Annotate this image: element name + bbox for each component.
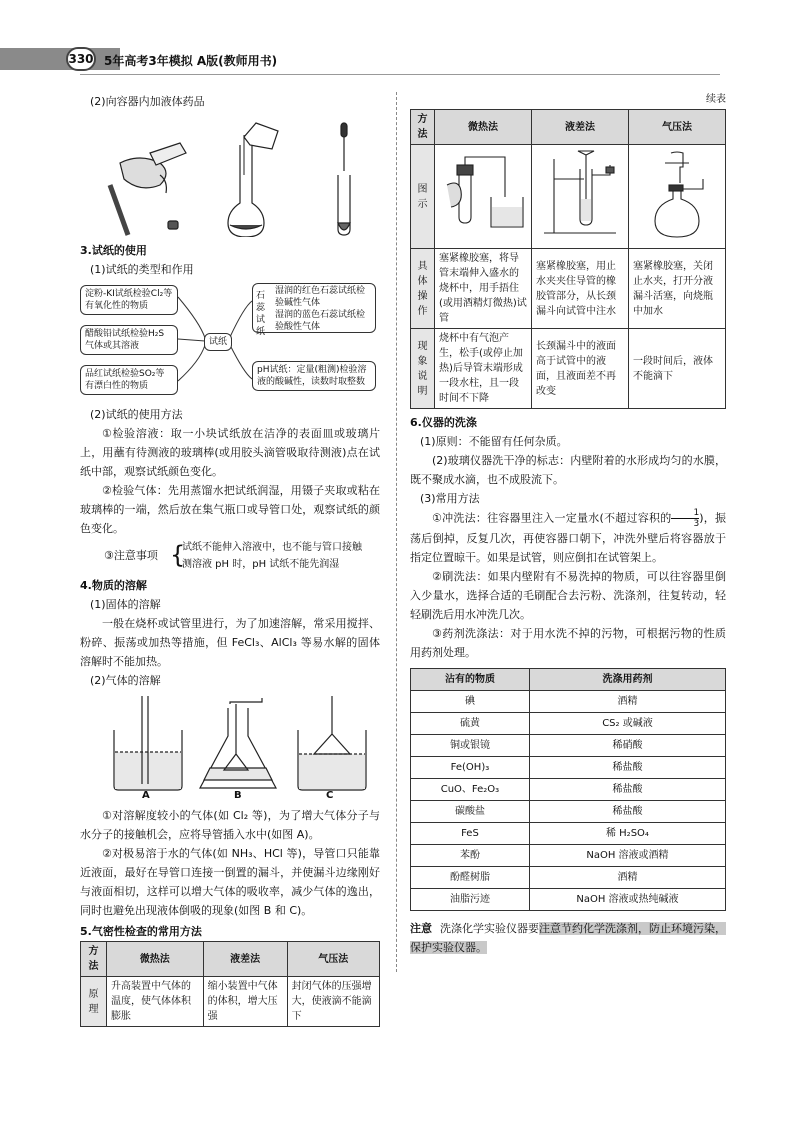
- right-column: [410, 80, 726, 957]
- cell-pressure-principle: 封闭气体的压强增大，使液滴不能滴下: [287, 977, 379, 1027]
- cell-reagent: 稀盐酸: [529, 801, 725, 823]
- gas-absorption-illustration: [80, 694, 380, 802]
- airtightness-table: [80, 941, 380, 1027]
- row-label-figure: 图示: [411, 145, 435, 249]
- note-item-2: 测溶液 pH 时，pH 试纸不能先润湿: [182, 559, 340, 570]
- figure-add-liquid: [80, 115, 380, 237]
- col-heating: 微热法: [435, 110, 532, 145]
- section-dissolution: 4.物质的溶解: [80, 579, 147, 592]
- col-pressure: 气压法: [629, 110, 726, 145]
- fraction-one-third: [671, 508, 699, 529]
- page-header: [0, 0, 800, 80]
- fraction-denominator: 3: [671, 518, 699, 529]
- col-heating: 微热法: [107, 942, 204, 977]
- cell-figure-liquid: [532, 145, 629, 249]
- airtightness-table-continued: [410, 109, 726, 409]
- table-row: [411, 801, 726, 823]
- cell-substance: 酚醛树脂: [411, 867, 530, 889]
- rinse-text-a: ①冲洗法：往容器里注入一定量水(不超过容积的: [432, 511, 672, 525]
- cell-substance: 硫黄: [411, 713, 530, 735]
- cell-substance: 碳酸盐: [411, 801, 530, 823]
- subsection-paper-types: (1)试纸的类型和作用: [90, 263, 194, 276]
- table-row: [411, 757, 726, 779]
- map-center-test-paper: 试纸: [204, 333, 232, 351]
- cell-reagent: NaOH 溶液或热纯碱液: [529, 889, 725, 911]
- liquid-diff-method-figure: [536, 149, 624, 239]
- row-label-operation: 具体操作: [411, 249, 435, 329]
- notes-brace: {: [170, 541, 186, 569]
- notes-label: ③注意事项: [104, 549, 158, 562]
- litmus-label: 石蕊试纸: [256, 291, 266, 337]
- subsection-paper-usage: (2)试纸的使用方法: [90, 408, 183, 421]
- table-row: [81, 977, 380, 1027]
- cell-heating-principle: 升高装置中气体的温度，使气体体积膨胀: [107, 977, 204, 1027]
- note-text-highlight: 注意节约化学洗涤剂，防止环境污染，保护实验仪器。: [410, 922, 726, 954]
- cell-reagent: 酒精: [529, 691, 725, 713]
- cell-reagent: 稀盐酸: [529, 757, 725, 779]
- table-row: [411, 249, 726, 329]
- table-header-row: [81, 942, 380, 977]
- column-divider: [396, 92, 397, 972]
- map-box-magenta: 品红试纸检验SO₂等有漂白性的物质: [80, 365, 178, 395]
- map-box-lead-acetate: 醋酸铅试纸检验H₂S气体或其溶液: [80, 325, 178, 355]
- cell-op-heating: 塞紧橡胶塞，将导管末端伸入盛水的烧杯中，用手捂住(或用酒精灯微热)试管: [435, 249, 532, 329]
- section-airtightness: 5.气密性检查的常用方法: [80, 925, 202, 938]
- table-row: [411, 779, 726, 801]
- map-box-ph-paper: pH试纸：定量(粗测)检验溶液的酸碱性，读数时取整数: [252, 361, 376, 391]
- table-row: [411, 735, 726, 757]
- table-row: [411, 713, 726, 735]
- note-block: [410, 919, 726, 957]
- page-number: 330: [66, 47, 96, 71]
- pouring-illustration: [80, 115, 380, 237]
- table-row: [411, 145, 726, 249]
- book-title: 5年高考3年模拟 A版(教师用书): [104, 54, 278, 68]
- cell-substance: 铜或银镜: [411, 735, 530, 757]
- heating-method-figure: [439, 149, 527, 239]
- cell-reagent: 稀硝酸: [529, 735, 725, 757]
- figure-label-b: B: [234, 790, 242, 801]
- paragraph-high-solubility: ②对极易溶于水的气体(如 NH₃、HCl 等)，导管口只能靠近液面，最好在导管口连接一倒置的漏斗，并使漏斗边缘刚好与液面相切，这样可以增大气体的吸收率，减少气体的逸出，同时也避免出现液体倒吸的现象(如图 B 和 C)。: [80, 847, 380, 917]
- table-row: [411, 889, 726, 911]
- section-washing: 6.仪器的洗涤: [410, 416, 477, 429]
- litmus-blue: 湿润的蓝色石蕊试纸检验酸性气体: [275, 310, 366, 332]
- pressure-method-figure: [633, 149, 721, 239]
- washing-reagent: ③药剂洗涤法：对于用水洗不掉的污物，可根据污物的性质用药剂处理。: [410, 627, 726, 659]
- subsection-gas: (2)气体的溶解: [90, 674, 161, 687]
- map-box-litmus: [252, 283, 376, 337]
- note-label: 注意: [410, 922, 432, 935]
- cell-substance: 苯酚: [411, 845, 530, 867]
- table-row: [411, 823, 726, 845]
- col-substance: 沾有的物质: [411, 669, 530, 691]
- paragraph-test-solution: ①检验溶液：取一小块试纸放在洁净的表面皿或玻璃片上，用蘸有待测液的玻璃棒(或用胶头滴管吸取待测液)点在试纸中部，观察试纸颜色变化。: [80, 427, 380, 478]
- figure-gas-dissolution: [80, 694, 380, 802]
- left-column: [80, 80, 380, 1027]
- litmus-red: 湿润的红色石蕊试纸检验碱性气体: [275, 286, 366, 308]
- paragraph-test-gas: ②检验气体：先用蒸馏水把试纸润湿，用镊子夹取或粘在玻璃棒的一端，然后放在集气瓶口或导管口处，观察试纸的颜色变化。: [80, 484, 380, 535]
- figure-label-c: C: [326, 790, 334, 801]
- table-header-row: [411, 669, 726, 691]
- table-row: [411, 691, 726, 713]
- cell-substance: FeS: [411, 823, 530, 845]
- paragraph-low-solubility: ①对溶解度较小的气体(如 Cl₂ 等)，为了增大气体分子与水分子的接触机会，应将导管插入水中(如图 A)。: [80, 809, 380, 841]
- note-text-a: 洗涤化学实验仪器要: [440, 922, 539, 935]
- cell-substance: 油脂污迹: [411, 889, 530, 911]
- paragraph-solid-dissolution: 一般在烧杯或试管里进行，为了加速溶解，常采用搅拌、粉碎、振荡或加热等措施，但 FeCl₃、AlCl₃ 等易水解的固体溶解时不能加热。: [80, 617, 380, 668]
- header-rule: [80, 74, 720, 75]
- washing-rinse: [410, 508, 726, 567]
- col-reagent: 洗涤用药剂: [529, 669, 725, 691]
- rinse-text-b: )，振荡后倒掉，反复几次，再使容器口朝下，冲洗外壁后将容器放于指定位置晾干。如果是试管，则应倒扣在试管架上。: [410, 511, 726, 564]
- cell-figure-pressure: [629, 145, 726, 249]
- cell-ph-heating: 烧杯中有气泡产生，松手(或停止加热)后导管末端形成一段水柱，且一段时间不下降: [435, 329, 532, 409]
- cell-reagent: 酒精: [529, 867, 725, 889]
- map-box-starch-ki: 淀粉-KI试纸检验Cl₂等有氧化性的物质: [80, 285, 178, 315]
- cell-reagent: 稀 H₂SO₄: [529, 823, 725, 845]
- cell-reagent: CS₂ 或碱液: [529, 713, 725, 735]
- note-item-1: 试纸不能伸入溶液中，也不能与管口接触: [182, 542, 362, 553]
- cell-liquid-principle: 缩小装置中气体的体积，增大压强: [203, 977, 287, 1027]
- washing-clean-sign: (2)玻璃仪器洗干净的标志：内壁附着的水形成均匀的水膜，既不聚成水滴，也不成股流下。: [410, 454, 726, 486]
- row-label-phenomenon: 现象说明: [411, 329, 435, 409]
- continued-label: 续表: [706, 94, 726, 105]
- cell-ph-pressure: 一段时间后，液体不能滴下: [629, 329, 726, 409]
- col-liquid-diff: 液差法: [203, 942, 287, 977]
- table-row: [411, 845, 726, 867]
- cell-op-pressure: 塞紧橡胶塞，关闭止水夹，打开分液漏斗活塞，向烧瓶中加水: [629, 249, 726, 329]
- cell-substance: 碘: [411, 691, 530, 713]
- row-label-principle: 原理: [81, 977, 107, 1027]
- cell-substance: CuO、Fe₂O₃: [411, 779, 530, 801]
- table-row: [411, 867, 726, 889]
- cell-substance: Fe(OH)₃: [411, 757, 530, 779]
- table-header-row: [411, 110, 726, 145]
- washing-reagent-table: [410, 668, 726, 911]
- col-method: 方法: [81, 942, 107, 977]
- table-row: [411, 329, 726, 409]
- notes-block: [104, 538, 380, 574]
- cell-reagent: NaOH 溶液或酒精: [529, 845, 725, 867]
- col-liquid-diff: 液差法: [532, 110, 629, 145]
- subsection-add-liquid: (2)向容器内加液体药品: [90, 95, 205, 108]
- test-paper-concept-map: [80, 283, 380, 401]
- figure-label-a: A: [142, 790, 150, 801]
- washing-brush: ②刷洗法：如果内壁附有不易洗掉的物质，可以往容器里倒入少量水，选择合适的毛刷配合去污粉、洗涤剂，往复转动，轻轻刷洗后用水冲洗几次。: [410, 570, 726, 621]
- col-pressure: 气压法: [287, 942, 379, 977]
- washing-principle: (1)原则：不能留有任何杂质。: [420, 435, 568, 448]
- washing-methods-title: (3)常用方法: [420, 492, 480, 505]
- cell-figure-heating: [435, 145, 532, 249]
- col-method: 方法: [411, 110, 435, 145]
- fraction-numerator: 1: [693, 508, 700, 518]
- cell-reagent: 稀盐酸: [529, 779, 725, 801]
- cell-op-liquid: 塞紧橡胶塞，用止水夹夹住导管的橡胶管部分，从长颈漏斗向试管中注水: [532, 249, 629, 329]
- section-test-paper: 3.试纸的使用: [80, 244, 147, 257]
- header-bar: [0, 48, 120, 70]
- cell-ph-liquid: 长颈漏斗中的液面高于试管中的液面，且液面差不再改变: [532, 329, 629, 409]
- subsection-solid: (1)固体的溶解: [90, 598, 161, 611]
